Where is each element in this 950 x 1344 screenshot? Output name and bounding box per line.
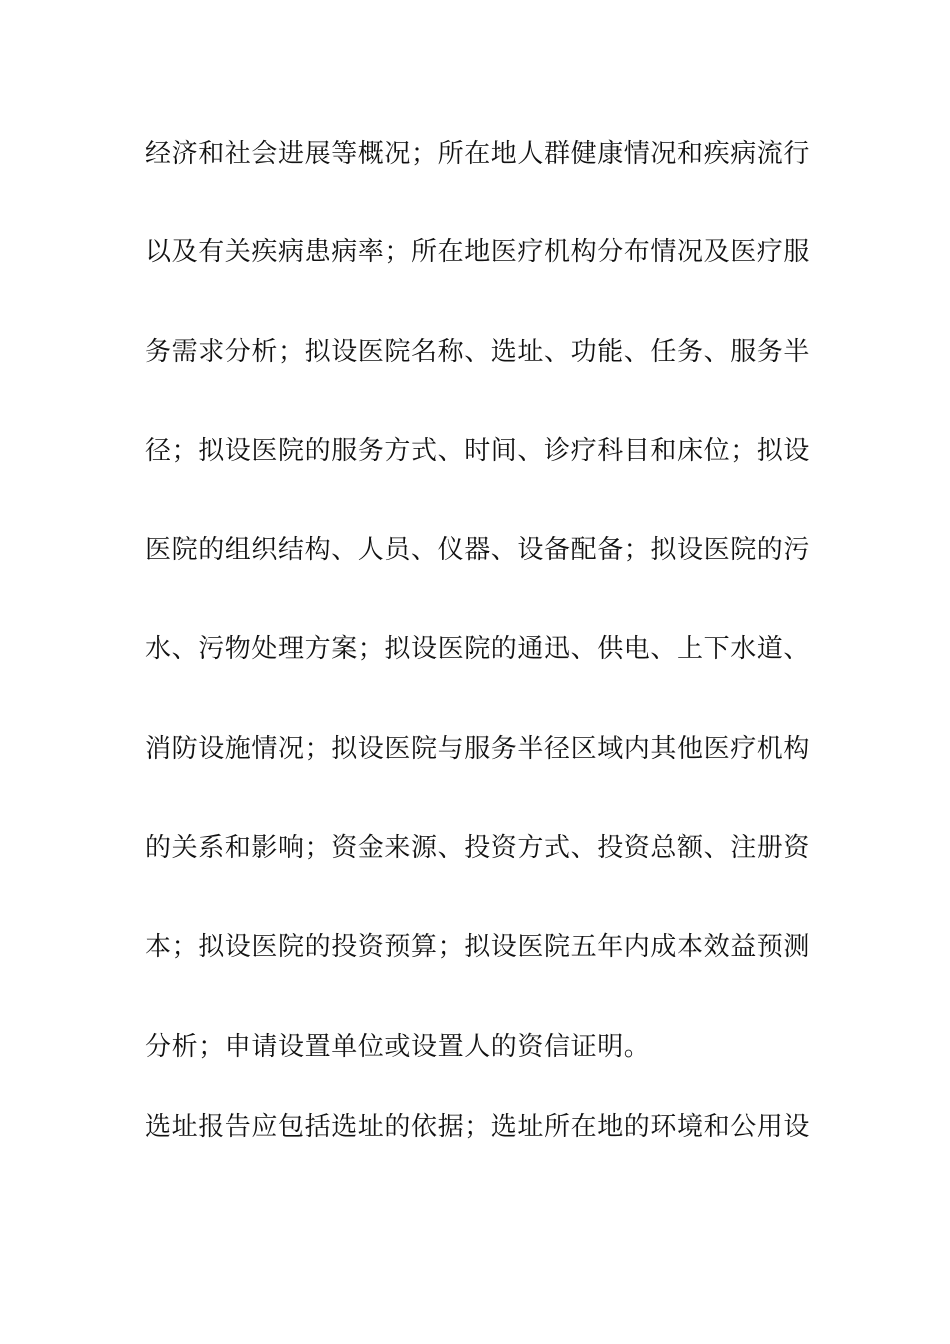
paragraph-1-line-3: 务需求分析；拟设医院名称、选址、功能、任务、服务半 [145,337,811,367]
paragraph-1-line-2: 以及有关疾病患病率；所在地医疗机构分布情况及医疗服 [145,237,811,267]
paragraph-1-line-10: 分析；申请设置单位或设置人的资信证明。 [145,1032,651,1062]
paragraph-2-line-1: 选址报告应包括选址的依据；选址所在地的环境和公用设 [145,1112,811,1142]
paragraph-1-line-8: 的关系和影响；资金来源、投资方式、投资总额、注册资 [145,833,811,863]
paragraph-1-line-7: 消防设施情况；拟设医院与服务半径区域内其他医疗机构 [145,734,811,764]
paragraph-1-line-1: 经济和社会进展等概况；所在地人群健康情况和疾病流行 [145,139,811,169]
paragraph-1-line-4: 径；拟设医院的服务方式、时间、诊疗科目和床位；拟设 [145,436,811,466]
paragraph-1-line-6: 水、污物处理方案；拟设医院的通迅、供电、上下水道、 [145,634,811,664]
paragraph-1-line-9: 本；拟设医院的投资预算；拟设医院五年内成本效益预测 [145,932,811,962]
paragraph-1-line-5: 医院的组织结构、人员、仪器、设备配备；拟设医院的污 [145,535,811,565]
